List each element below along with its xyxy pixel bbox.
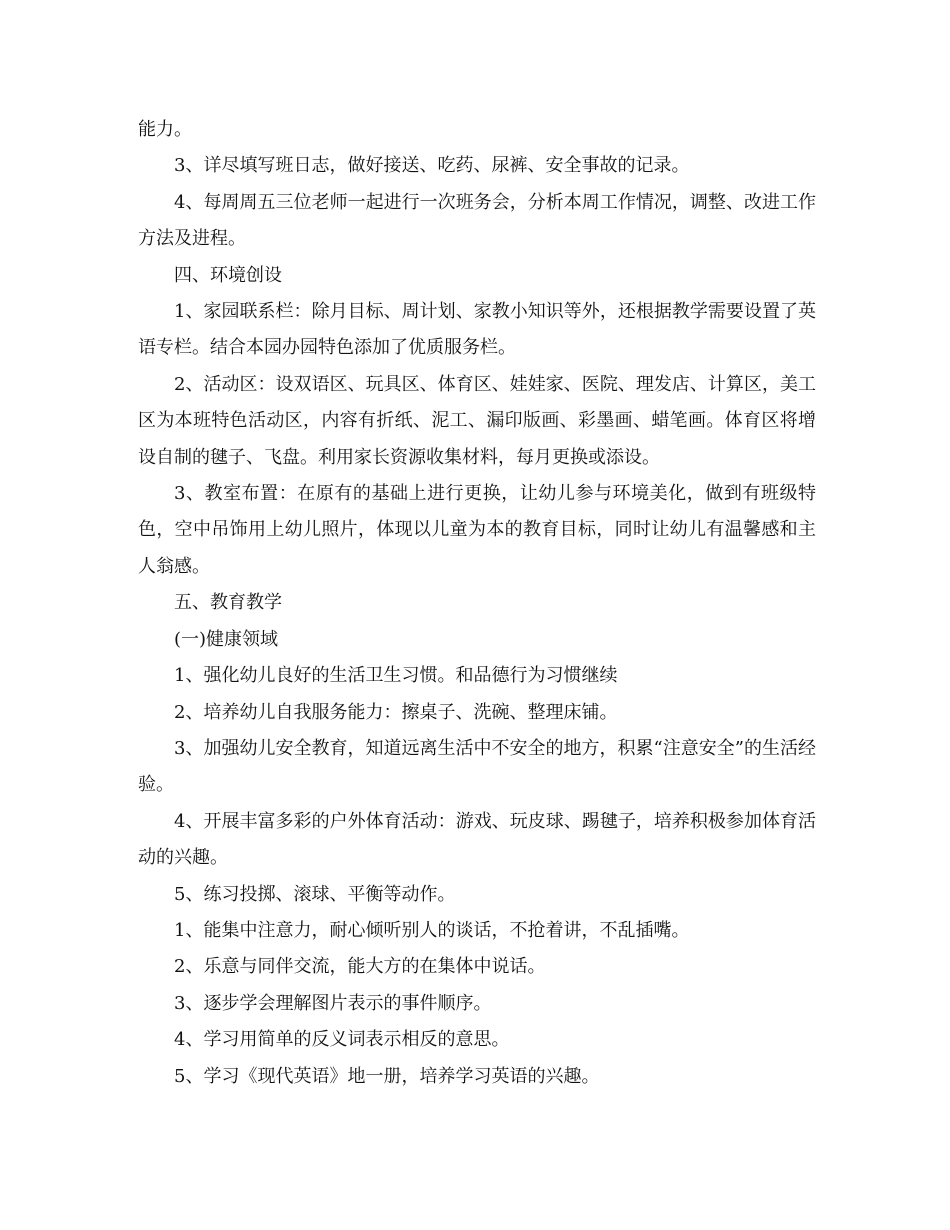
section-heading-education: 五、教育教学 [174, 592, 282, 614]
section-heading-environment: 四、环境创设 [174, 264, 282, 286]
paragraph-language-2: 2、乐意与同伴交流，能大方的在集体中说话。 [174, 956, 546, 978]
paragraph-health-4: 4、开展丰富多彩的户外体育活动：游戏、玩皮球、踢毽子，培养积极参加体育活动的兴趣。 [138, 810, 816, 869]
paragraph-item-3-classroom: 3、教室布置：在原有的基础上进行更换，让幼儿参与环境美化，做到有班级特色，空中吊饰用上幼儿照片，体现以儿童为本的教育目标，同时让幼儿有温馨感和主人翁感。 [138, 483, 816, 577]
paragraph-item-3-log: 3、详尽填写班日志，做好接送、吃药、尿裤、安全事故的记录。 [174, 155, 690, 177]
paragraph-language-4: 4、学习用简单的反义词表示相反的意思。 [174, 1029, 510, 1051]
paragraph-health-5: 5、练习投掷、滚球、平衡等动作。 [174, 883, 456, 905]
paragraph-health-2: 2、培养幼儿自我服务能力：擦桌子、洗碗、整理床铺。 [174, 701, 618, 723]
paragraph-item-4-meeting: 4、每周周五三位老师一起进行一次班务会，分析本周工作情况，调整、改进工作方法及进程。 [138, 191, 816, 250]
subsection-heading-health: (一)健康领域 [174, 628, 279, 650]
paragraph-language-5: 5、学习《现代英语》地一册，培养学习英语的兴趣。 [174, 1065, 600, 1087]
paragraph-continuation: 能力。 [138, 119, 192, 140]
paragraph-item-2-activity-area: 2、活动区：设双语区、玩具区、体育区、娃娃家、医院、理发店、计算区，美工区为本班特色活动区，内容有折纸、泥工、漏印版画、彩墨画、蜡笔画。体育区将增设自制的毽子、飞盘。利用家长资源收集材料，每月更换或添设。 [138, 373, 816, 468]
document-body [138, 112, 816, 1095]
paragraph-health-3: 3、加强幼儿安全教育，知道远离生活中不安全的地方，积累“注意安全”的生活经验。 [138, 737, 816, 796]
paragraph-language-1: 1、能集中注意力，耐心倾听别人的谈话，不抢着讲，不乱插嘴。 [174, 919, 690, 941]
paragraph-language-3: 3、逐步学会理解图片表示的事件顺序。 [174, 992, 492, 1014]
paragraph-health-1: 1、强化幼儿良好的生活卫生习惯。和品德行为习惯继续 [174, 665, 618, 687]
paragraph-item-1-contact-board: 1、家园联系栏：除月目标、周计划、家教小知识等外，还根据教学需要设置了英语专栏。结合本园办园特色添加了优质服务栏。 [138, 301, 816, 359]
